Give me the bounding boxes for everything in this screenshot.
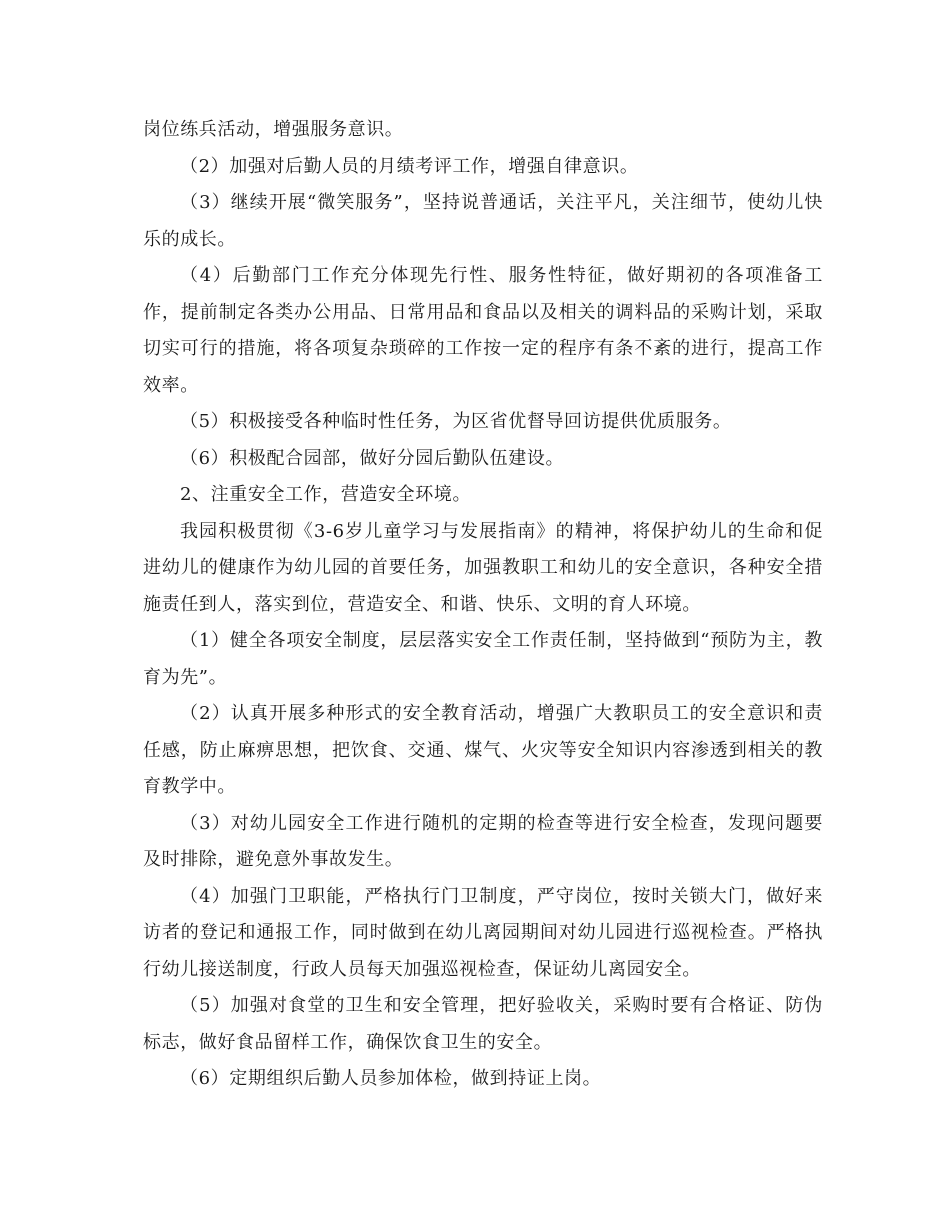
paragraph: （2）加强对后勤人员的月绩考评工作，增强自律意识。: [180, 155, 639, 177]
paragraph: 我园积极贯彻《3-6岁儿童学习与发展指南》的精神，将保护幼儿的生命和促进幼儿的健康作为幼儿园的首要任务，加强教职工和幼儿的安全意识，各种安全措施责任到人，落实到位，营造安全、和谐、快乐、文明的育人环境。: [143, 520, 823, 615]
paragraph: （1）健全各项安全制度，层层落实安全工作责任制，坚持做到“预防为主，教育为先”。: [143, 630, 823, 688]
paragraph: （3）继续开展“微笑服务”，坚持说普通话，关注平凡，关注细节，使幼儿快乐的成长。: [143, 192, 823, 250]
section-heading: 2、注重安全工作，营造安全环境。: [180, 484, 472, 505]
paragraph: （5）积极接受各种临时性任务，为区省优督导回访提供优质服务。: [180, 411, 732, 432]
paragraph: 岗位练兵活动，增强服务意识。: [143, 119, 404, 140]
document-body: [143, 112, 823, 1098]
paragraph: （4）后勤部门工作充分体现先行性、服务性特征，做好期初的各项准备工作，提前制定各类办公用品、日常用品和食品以及相关的调料品的采购计划，采取切实可行的措施，将各项复杂琐碎的工作按一定的程序有条不紊的进行，提高工作效率。: [143, 265, 823, 396]
paragraph: （6）积极配合园部，做好分园后勤队伍建设。: [180, 447, 565, 469]
paragraph: （5）加强对食堂的卫生和安全管理，把好验收关，采购时要有合格证、防伪标志，做好食品留样工作，确保饮食卫生的安全。: [143, 995, 823, 1053]
paragraph: （3）对幼儿园安全工作进行随机的定期的检查等进行安全检查，发现问题要及时排除，避免意外事故发生。: [143, 812, 823, 870]
paragraph: （6）定期组织后勤人员参加体检，做到持证上岗。: [180, 1068, 602, 1089]
paragraph: （4）加强门卫职能，严格执行门卫制度，严守岗位，按时关锁大门，做好来访者的登记和通报工作，同时做到在幼儿离园期间对幼儿园进行巡视检查。严格执行幼儿接送制度，行政人员每天加强巡视检查，保证幼儿离园安全。: [143, 885, 823, 980]
paragraph: （2）认真开展多种形式的安全教育活动，增强广大教职员工的安全意识和责任感，防止麻痹思想，把饮食、交通、煤气、火灾等安全知识内容渗透到相关的教育教学中。: [143, 703, 823, 797]
